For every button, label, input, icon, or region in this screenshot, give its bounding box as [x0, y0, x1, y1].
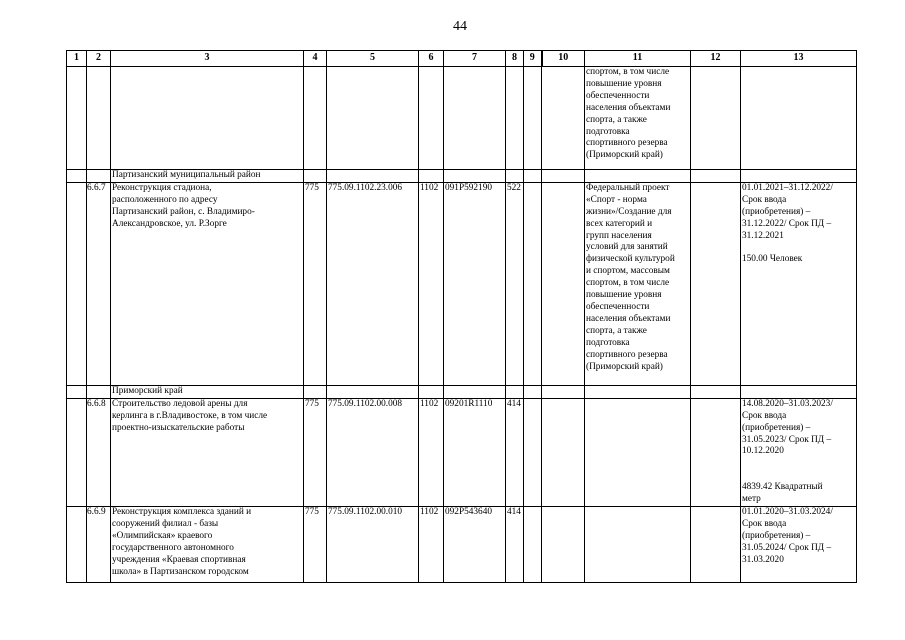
section-title: Партизанский муниципальный район — [111, 170, 304, 183]
column-header: 3 — [111, 51, 304, 67]
cell-c9 — [524, 182, 542, 385]
cell-c7: 09201R1110 — [444, 398, 506, 506]
page-number: 44 — [453, 19, 467, 34]
cell-c7: 092P543640 — [444, 506, 506, 582]
table-row — [67, 398, 857, 506]
cell-c10 — [542, 398, 585, 506]
column-header: 1 — [67, 51, 87, 67]
cell-c13: 01.01.2020–31.03.2024/ Срок ввода (приобретения) – 31.05.2024/ Срок ПД – 31.03.2020 — [741, 506, 857, 582]
table-header-row — [67, 51, 857, 67]
table-row — [67, 506, 857, 582]
cell-c9 — [524, 398, 542, 506]
budget-table — [66, 50, 857, 583]
cell-c6: 1102 — [419, 398, 444, 506]
column-header: 4 — [304, 51, 327, 67]
cell-c10 — [542, 506, 585, 582]
cell-c13: 14.08.2020–31.03.2023/ Срок ввода (приобретения) – 31.05.2023/ Срок ПД – 10.12.2020 4839.42 Квадратный метр — [741, 398, 857, 506]
table-row — [67, 182, 857, 385]
cell-c5: 775.09.1102.00.008 — [327, 398, 419, 506]
cell-c6: 1102 — [419, 506, 444, 582]
column-header: 2 — [87, 51, 111, 67]
section-row — [67, 170, 857, 183]
cell-c12 — [691, 398, 741, 506]
row-number: 6.6.8 — [87, 398, 111, 506]
column-header: 7 — [444, 51, 506, 67]
cell-c12 — [691, 182, 741, 385]
cell-c11 — [585, 398, 691, 506]
continuation-goal-cell: спортом, в том числе повышение уровня обеспеченности населения объектами спорта, а также подготовка спортивного резерва (Приморский край) — [585, 67, 691, 170]
cell-c7: 091P592190 — [444, 182, 506, 385]
section-row — [67, 385, 857, 398]
column-header: 11 — [585, 51, 691, 67]
cell-c4: 775 — [304, 398, 327, 506]
column-header: 10 — [542, 51, 585, 67]
row-number: 6.6.7 — [87, 182, 111, 385]
continuation-row — [67, 67, 857, 170]
object-name: Строительство ледовой арены для керлинга в г.Владивостоке, в том числе проектно-изыскательские работы — [111, 398, 304, 506]
cell-c12 — [691, 506, 741, 582]
column-header: 5 — [327, 51, 419, 67]
cell-c8: 414 — [506, 506, 524, 582]
column-header: 8 — [506, 51, 524, 67]
object-name: Реконструкция комплекса зданий и сооружений филиал - базы «Олимпийская» краевого государственного автономного учреждения «Краевая спортивная школа» в Партизанском городском — [111, 506, 304, 582]
cell-c5: 775.09.1102.00.010 — [327, 506, 419, 582]
cell-c8: 414 — [506, 398, 524, 506]
cell-c9 — [524, 506, 542, 582]
section-title: Приморский край — [111, 385, 304, 398]
row-number: 6.6.9 — [87, 506, 111, 582]
cell-c8: 522 — [506, 182, 524, 385]
column-header: 9 — [524, 51, 542, 67]
object-name: Реконструкция стадиона, расположенного по адресу Партизанский район, с. Владимиро- Александровское, ул. Р.Зорге — [111, 182, 304, 385]
column-header: 13 — [741, 51, 857, 67]
cell-c4: 775 — [304, 506, 327, 582]
column-header: 6 — [419, 51, 444, 67]
cell-c10 — [542, 182, 585, 385]
cell-c5: 775.09.1102.23.006 — [327, 182, 419, 385]
cell-c6: 1102 — [419, 182, 444, 385]
cell-c11: Федеральный проект «Спорт - норма жизни»/Создание для всех категорий и групп населения условий для занятий физической культурой и спортом, массовым спортом, в том числе повышение уровня обеспеченности населения объектами спорта, а также подготовка спортивного резерва (Приморский край) — [585, 182, 691, 385]
cell-c11 — [585, 506, 691, 582]
cell-c4: 775 — [304, 182, 327, 385]
cell-c13: 01.01.2021–31.12.2022/ Срок ввода (приобретения) – 31.12.2022/ Срок ПД – 31.12.2021 150.00 Человек — [741, 182, 857, 385]
column-header: 12 — [691, 51, 741, 67]
